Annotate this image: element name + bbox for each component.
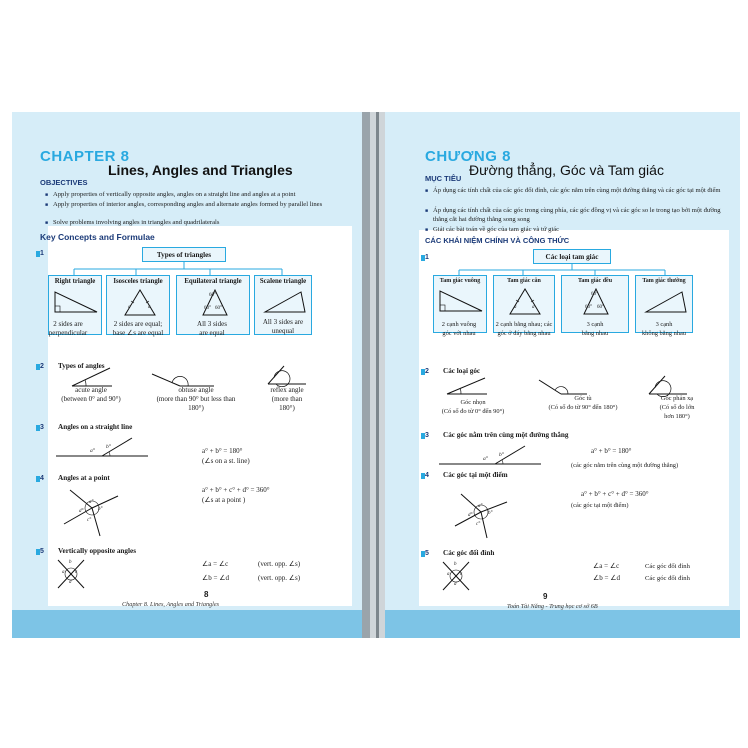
angle-label: b°	[499, 452, 504, 458]
formula-line: ∠b = ∠d	[593, 574, 620, 582]
right-triangle-title: Tam giác vuông	[439, 278, 481, 284]
footer-band	[385, 610, 740, 638]
angle-label: a	[62, 570, 65, 575]
item-title: Các góc nằm trên cùng một đường thẳng	[443, 431, 569, 439]
item-number: 1	[425, 254, 429, 261]
formula-line: ∠a = ∠c	[593, 562, 620, 570]
item-number: 2	[425, 368, 429, 375]
item-number: 3	[425, 432, 429, 439]
angle-60-label: 60°	[585, 305, 592, 310]
item-number: 1	[40, 250, 44, 257]
objective-item: ■ Apply properties of vertically opposite angles, angles on a straight line and angles at a point	[53, 190, 349, 199]
angle-label: b	[454, 562, 457, 567]
chapter-label: CHAPTER 8	[40, 148, 130, 165]
isosceles-triangle-desc: 2 cạnh bằng nhau; các góc ở đáy bằng nhau	[495, 321, 553, 337]
item-number: 2	[40, 363, 44, 370]
formula-reason: (∠s on a st. line)	[202, 457, 250, 465]
formula-reason: (các góc tại một điểm)	[571, 502, 629, 509]
angle-60-label: 60°	[597, 305, 604, 310]
objectives-heading: OBJECTIVES	[40, 178, 88, 187]
formula-line: a° + b° + c° + d° = 360°	[202, 486, 270, 494]
angle-label: b°	[488, 511, 493, 516]
objective-item: ■ Giải các bài toán về góc của tam giác và tứ giác	[433, 225, 733, 234]
right-triangle-title: Right triangle	[54, 278, 96, 285]
isosceles-triangle-shape	[508, 288, 542, 316]
triangle-types-connector	[385, 112, 740, 282]
angle-label: c°	[87, 518, 92, 523]
footer-band	[12, 610, 362, 638]
angle-label: a	[514, 305, 517, 310]
angle-label: b°	[106, 444, 111, 450]
isosceles-triangle-title: Tam giác cân	[507, 278, 541, 284]
formula-line: a° + b° = 180°	[202, 447, 243, 455]
item-title: Các góc tại một điểm	[443, 471, 508, 479]
angle-label: a	[128, 305, 131, 310]
objective-item: ■ Áp dụng các tính chất của các góc trong cùng phía, các góc đồng vị và các góc so le trong tạo bởi một đường thẳng cắt hai đường thẳng song song	[433, 206, 733, 224]
angle-60-label: 60°	[209, 293, 216, 298]
angle-60-label: 60°	[591, 292, 598, 297]
isosceles-triangle-title: Isosceles triangle	[113, 278, 163, 285]
angle-label: a°	[483, 456, 488, 462]
item-number: 4	[40, 475, 44, 482]
objective-item: ■ Apply properties of interior angles, corresponding angles and alternate angles formed by parallel lines	[53, 200, 349, 209]
angle-label: d°	[468, 513, 473, 518]
section-heading: CÁC KHÁI NIỆM CHÍNH VÀ CÔNG THỨC	[425, 236, 570, 245]
formula-reason: (các góc nằm trên cùng một đường thẳng)	[571, 462, 679, 469]
scalene-triangle-shape	[642, 290, 688, 314]
item-title: Types of angles	[58, 362, 105, 370]
item-title: Angles at a point	[58, 474, 110, 482]
item-title: Angles on a straight line	[58, 423, 133, 431]
isosceles-triangle-shape	[123, 289, 157, 317]
isosceles-triangle-desc: 2 sides are equal; base ∠s are equal	[112, 320, 164, 337]
angle-label: d	[454, 582, 457, 587]
angle-label: a°	[478, 504, 483, 509]
triangle-types-connector	[12, 112, 362, 282]
acute-angle-caption: acute angle (between 0° and 90°)	[61, 386, 121, 403]
chapter-title: Lines, Angles and Triangles	[108, 162, 293, 178]
angle-60-label: 60°	[204, 306, 211, 311]
item-number: 4	[425, 472, 429, 479]
item-title: Các góc đối đỉnh	[443, 549, 495, 557]
objective-item: ■ Áp dụng các tính chất của các góc đối đỉnh, các góc nằm trên cùng một đường thẳng và các góc tại một điểm	[433, 186, 733, 195]
angle-label: b	[69, 560, 72, 565]
equilateral-triangle-title: Tam giác đều	[577, 278, 613, 284]
page-left-english	[12, 112, 362, 638]
equilateral-triangle-title: Equilateral triangle	[184, 278, 242, 285]
angle-label: a°	[90, 448, 95, 454]
item-number: 5	[425, 550, 429, 557]
section-heading: Key Concepts and Formulae	[40, 232, 155, 242]
chapter-label: CHƯƠNG 8	[425, 148, 511, 165]
straight-line-angle-drawing	[435, 440, 545, 470]
right-triangle-shape	[438, 289, 484, 313]
angles-at-point-drawing	[447, 488, 527, 542]
item-title: Các loại góc	[443, 367, 481, 375]
reflex-angle-caption: reflex angle (more than 180°)	[270, 386, 304, 412]
formula-reason: Các góc đối đỉnh	[645, 575, 690, 582]
acute-angle-caption: Góc nhọn (Có số đo từ 0° đến 90°)	[441, 399, 505, 415]
page-footer: Chapter 8. Lines, Angles and Triangles	[122, 601, 220, 608]
angle-label: c	[75, 570, 78, 575]
scalene-triangle-title: Scalene triangle	[259, 278, 307, 285]
angle-label: a	[148, 305, 151, 310]
equilateral-triangle-desc: All 3 sides are equal	[197, 320, 227, 337]
types-of-triangles-box: Types of triangles	[142, 247, 226, 262]
scalene-triangle-title: Tam giác thường	[642, 278, 686, 284]
obtuse-angle-caption: Góc tù (Có số đo từ 90° đến 180°)	[548, 395, 618, 411]
formula-line: a° + b° + c° + d° = 360°	[581, 490, 649, 498]
item-number: 5	[40, 548, 44, 555]
angle-label: d	[69, 580, 72, 585]
angle-label: a	[447, 572, 450, 577]
straight-line-angle-drawing	[52, 432, 152, 462]
types-of-triangles-box: Các loại tam giác	[533, 249, 611, 264]
formula-reason: Các góc đối đỉnh	[645, 563, 690, 570]
item-title: Vertically opposite angles	[58, 547, 136, 555]
angle-label: c	[460, 572, 463, 577]
formula-line: ∠b = ∠d	[202, 574, 229, 582]
page-footer: Toán Tài Năng - Trung học cơ sở 6B	[507, 603, 598, 610]
objectives-heading: MỤC TIÊU	[425, 174, 462, 183]
angle-label: d°	[79, 509, 84, 514]
book-gutter-shade	[376, 112, 379, 638]
scalene-triangle-desc: 3 cạnh không bằng nhau	[641, 321, 687, 337]
angle-label: b°	[98, 507, 103, 512]
angle-label: a°	[89, 500, 94, 505]
reflex-angle-caption: Góc phản xạ (Có số đo lớn hơn 180°)	[659, 395, 695, 420]
formula-line: ∠a = ∠c	[202, 560, 229, 568]
formula-reason: (vert. opp. ∠s)	[258, 560, 301, 568]
obtuse-angle-caption: obtuse angle (more than 90° but less than 180°)	[156, 386, 236, 412]
formula-line: a° + b° = 180°	[591, 447, 632, 455]
formula-reason: (∠s at a point )	[202, 496, 246, 504]
right-triangle-shape	[53, 290, 99, 314]
right-triangle-desc: 2 cạnh vuông góc với nhau	[441, 321, 477, 337]
right-triangle-desc: 2 sides are perpendicular	[48, 320, 88, 337]
page-number: 8	[204, 590, 209, 599]
item-number: 3	[40, 424, 44, 431]
scalene-triangle-desc: All 3 sides are unequal	[262, 318, 304, 335]
page-number: 9	[543, 592, 548, 601]
chapter-title: Đường thẳng, Góc và Tam giác	[469, 162, 664, 178]
equilateral-triangle-desc: 3 cạnh bằng nhau	[581, 321, 609, 337]
scalene-triangle-shape	[261, 290, 307, 314]
angle-label: c°	[476, 522, 481, 527]
angle-label: a	[532, 305, 535, 310]
formula-reason: (vert. opp. ∠s)	[258, 574, 301, 582]
page-right-vietnamese	[385, 112, 740, 638]
angles-at-point-drawing	[52, 484, 132, 538]
objective-item: ■ Solve problems involving angles in triangles and quadrilaterals	[53, 218, 349, 227]
angle-60-label: 60°	[215, 306, 222, 311]
book-gutter-left	[362, 112, 370, 638]
